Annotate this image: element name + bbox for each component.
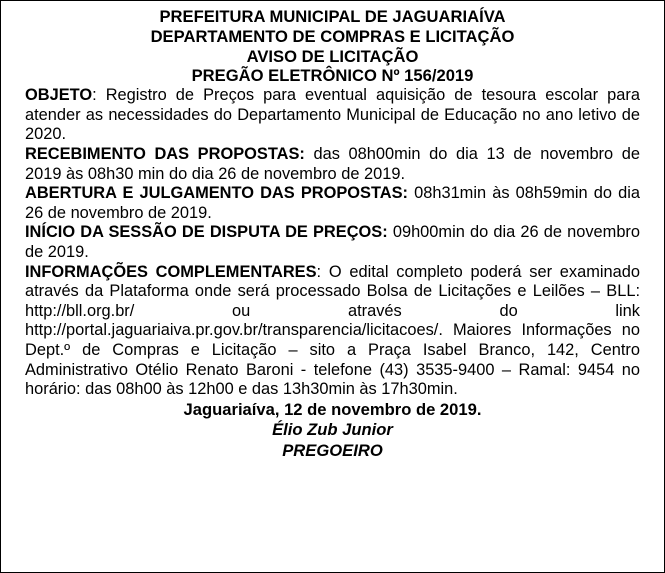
header-municipality: PREFEITURA MUNICIPAL DE JAGUARIAÍVA bbox=[159, 7, 506, 26]
section-inicio-text: 09h00min do dia 26 de novembro de 2019. bbox=[25, 223, 641, 261]
section-abertura bbox=[25, 184, 640, 223]
section-recebimento-text: das 08h00min do dia 13 de novembro de 2019 às 08h30 min do dia 26 de novembro de 2019. bbox=[25, 144, 640, 183]
section-inicio bbox=[25, 223, 640, 262]
section-informacoes bbox=[25, 263, 640, 400]
section-inicio-label: INÍCIO DA SESSÃO DE DISPUTA DE PREÇOS: bbox=[25, 223, 388, 242]
section-informacoes-label: INFORMAÇÕES COMPLEMENTARES bbox=[25, 262, 317, 281]
place-date: Jaguariaíva, 12 de novembro de 2019. bbox=[183, 399, 482, 419]
header-notice-type: AVISO DE LICITAÇÃO bbox=[246, 46, 419, 66]
section-informacoes-text: : O edital completo poderá ser examinado através da Plataforma onde será processado Bolsa de Licitações e Leilões – BLL: http://bll.org.br/ ou através do link http://portal.jaguariaiva.pr.gov.br/transparencia/licitacoes/. Maiores Informações no Dept.º de Compras e Licitação – sito a Praça Isabel Branco, 142, Centro Administrativo Otélio Renato Baroni - telefone (43) 3535-9400 – Ramal: 9454 no horário: das 08h00 às 12h00 e das 13h30min às 17h30min. bbox=[25, 262, 640, 399]
notice-header bbox=[25, 7, 640, 86]
section-abertura-text: 08h31min às 08h59min do dia 26 de novembro de 2019. bbox=[25, 184, 640, 222]
header-auction-number: PREGÃO ELETRÔNICO Nº 156/2019 bbox=[191, 66, 474, 86]
section-objeto-text: : Registro de Preços para eventual aquisição de tesoura escolar para atender as necessidades do Departamento Municipal de Educação no ano letivo de 2020. bbox=[25, 86, 640, 144]
signer-role: PREGOEIRO bbox=[282, 440, 383, 460]
section-objeto-label: OBJETO bbox=[25, 86, 93, 105]
signer-name: Élio Zub Junior bbox=[272, 420, 393, 440]
section-recebimento bbox=[25, 145, 640, 184]
section-recebimento-label: RECEBIMENTO DAS PROPOSTAS: bbox=[25, 144, 305, 163]
section-abertura-label: ABERTURA E JULGAMENTO DAS PROPOSTAS: bbox=[25, 184, 408, 203]
header-department: DEPARTAMENTO DE COMPRAS E LICITAÇÃO bbox=[150, 26, 515, 46]
section-objeto bbox=[25, 86, 640, 145]
notice-footer bbox=[25, 400, 640, 462]
